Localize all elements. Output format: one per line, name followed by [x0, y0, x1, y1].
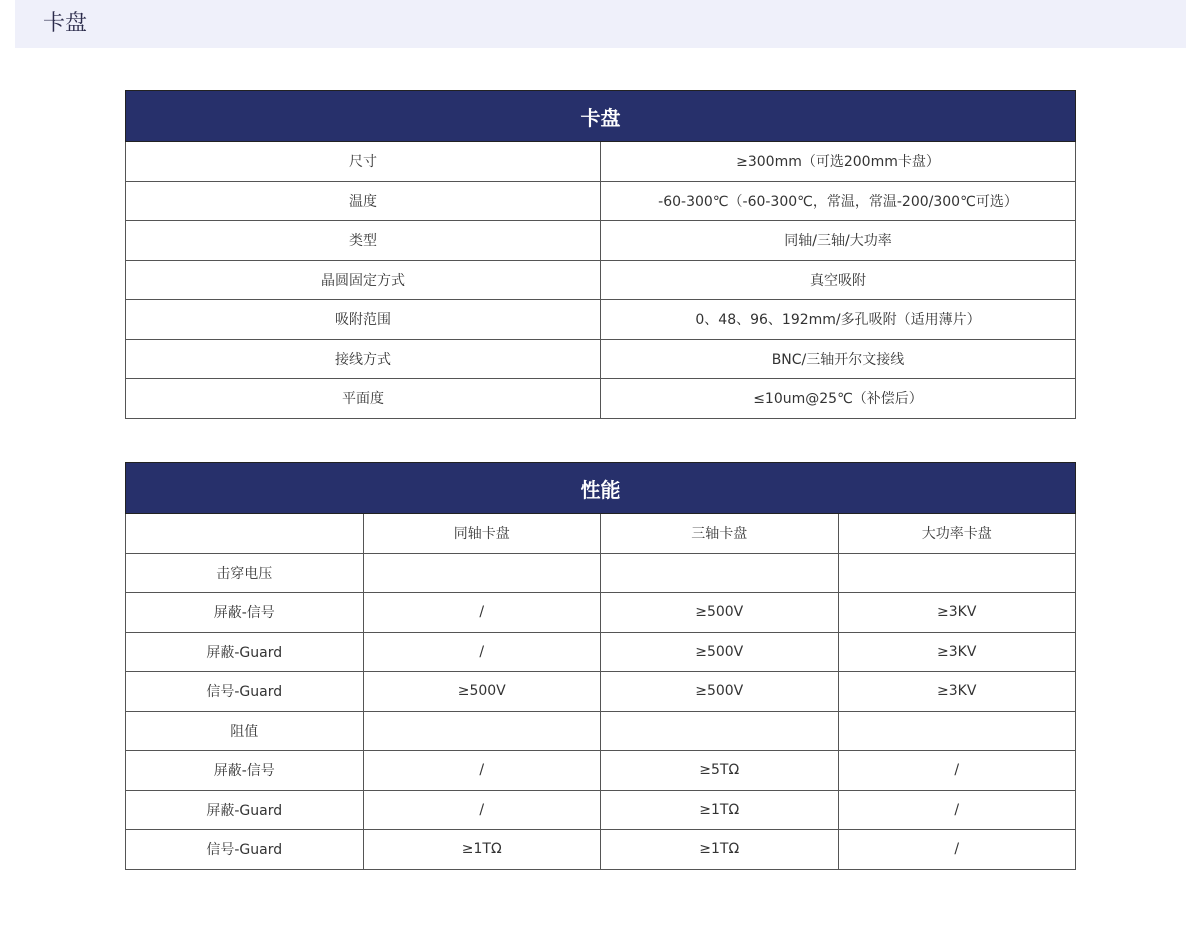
row-value: 0、48、96、192mm/多孔吸附（适用薄片） — [601, 300, 1076, 340]
table-row — [126, 553, 1076, 593]
row-label: 阻值 — [126, 711, 364, 751]
table-row — [126, 300, 1076, 340]
row-value: -60-300℃（-60-300℃，常温，常温-200/300℃可选） — [601, 181, 1076, 221]
table-cell: / — [363, 751, 601, 791]
table-row — [126, 339, 1076, 379]
header-bar — [15, 0, 1186, 48]
row-label: 信号-Guard — [126, 672, 364, 712]
row-label: 晶圆固定方式 — [126, 260, 601, 300]
column-header: 同轴卡盘 — [363, 514, 601, 554]
table-cell — [838, 553, 1076, 593]
table-row — [126, 711, 1076, 751]
table-row — [126, 672, 1076, 712]
row-label: 温度 — [126, 181, 601, 221]
row-label: 尺寸 — [126, 142, 601, 182]
chuck-table-title: 卡盘 — [126, 91, 1076, 142]
table-header-row — [126, 514, 1076, 554]
table-cell — [363, 711, 601, 751]
row-value: ≤10um@25℃（补偿后） — [601, 379, 1076, 419]
row-label: 信号-Guard — [126, 830, 364, 870]
table-cell: / — [363, 593, 601, 633]
row-label: 屏蔽-Guard — [126, 632, 364, 672]
table-row — [126, 142, 1076, 182]
row-label: 平面度 — [126, 379, 601, 419]
table-row — [126, 751, 1076, 791]
row-label: 屏蔽-Guard — [126, 790, 364, 830]
table-title-row — [126, 91, 1076, 142]
table-row — [126, 379, 1076, 419]
table-cell — [363, 553, 601, 593]
row-value: 真空吸附 — [601, 260, 1076, 300]
table-row — [126, 260, 1076, 300]
table-cell — [601, 711, 839, 751]
table-cell: ≥1TΩ — [601, 790, 839, 830]
table-cell: / — [363, 632, 601, 672]
chuck-spec-table — [125, 90, 1076, 419]
table-cell: ≥3KV — [838, 632, 1076, 672]
table-cell: / — [838, 751, 1076, 791]
page-title: 卡盘 — [43, 11, 88, 36]
performance-table-title: 性能 — [126, 463, 1076, 514]
table-cell: ≥500V — [601, 632, 839, 672]
row-value: BNC/三轴开尔文接线 — [601, 339, 1076, 379]
column-header — [126, 514, 364, 554]
row-label: 类型 — [126, 221, 601, 261]
table-row — [126, 593, 1076, 633]
row-label: 接线方式 — [126, 339, 601, 379]
table-cell: ≥1TΩ — [363, 830, 601, 870]
table-cell: ≥500V — [363, 672, 601, 712]
row-value: 同轴/三轴/大功率 — [601, 221, 1076, 261]
column-header: 大功率卡盘 — [838, 514, 1076, 554]
table-cell: ≥5TΩ — [601, 751, 839, 791]
table-row — [126, 181, 1076, 221]
table-cell — [838, 711, 1076, 751]
table-title-row — [126, 463, 1076, 514]
column-header: 三轴卡盘 — [601, 514, 839, 554]
table-row — [126, 632, 1076, 672]
row-label: 屏蔽-信号 — [126, 751, 364, 791]
row-value: ≥300mm（可选200mm卡盘） — [601, 142, 1076, 182]
row-label: 吸附范围 — [126, 300, 601, 340]
table-cell: ≥3KV — [838, 672, 1076, 712]
table-cell: / — [838, 790, 1076, 830]
table-row — [126, 830, 1076, 870]
row-label: 屏蔽-信号 — [126, 593, 364, 633]
table-cell: ≥1TΩ — [601, 830, 839, 870]
performance-table — [125, 462, 1076, 870]
table-cell — [601, 553, 839, 593]
table-row — [126, 221, 1076, 261]
table-cell: ≥500V — [601, 593, 839, 633]
table-cell: ≥500V — [601, 672, 839, 712]
table-cell: ≥3KV — [838, 593, 1076, 633]
table-cell: / — [363, 790, 601, 830]
table-cell: / — [838, 830, 1076, 870]
row-label: 击穿电压 — [126, 553, 364, 593]
table-row — [126, 790, 1076, 830]
